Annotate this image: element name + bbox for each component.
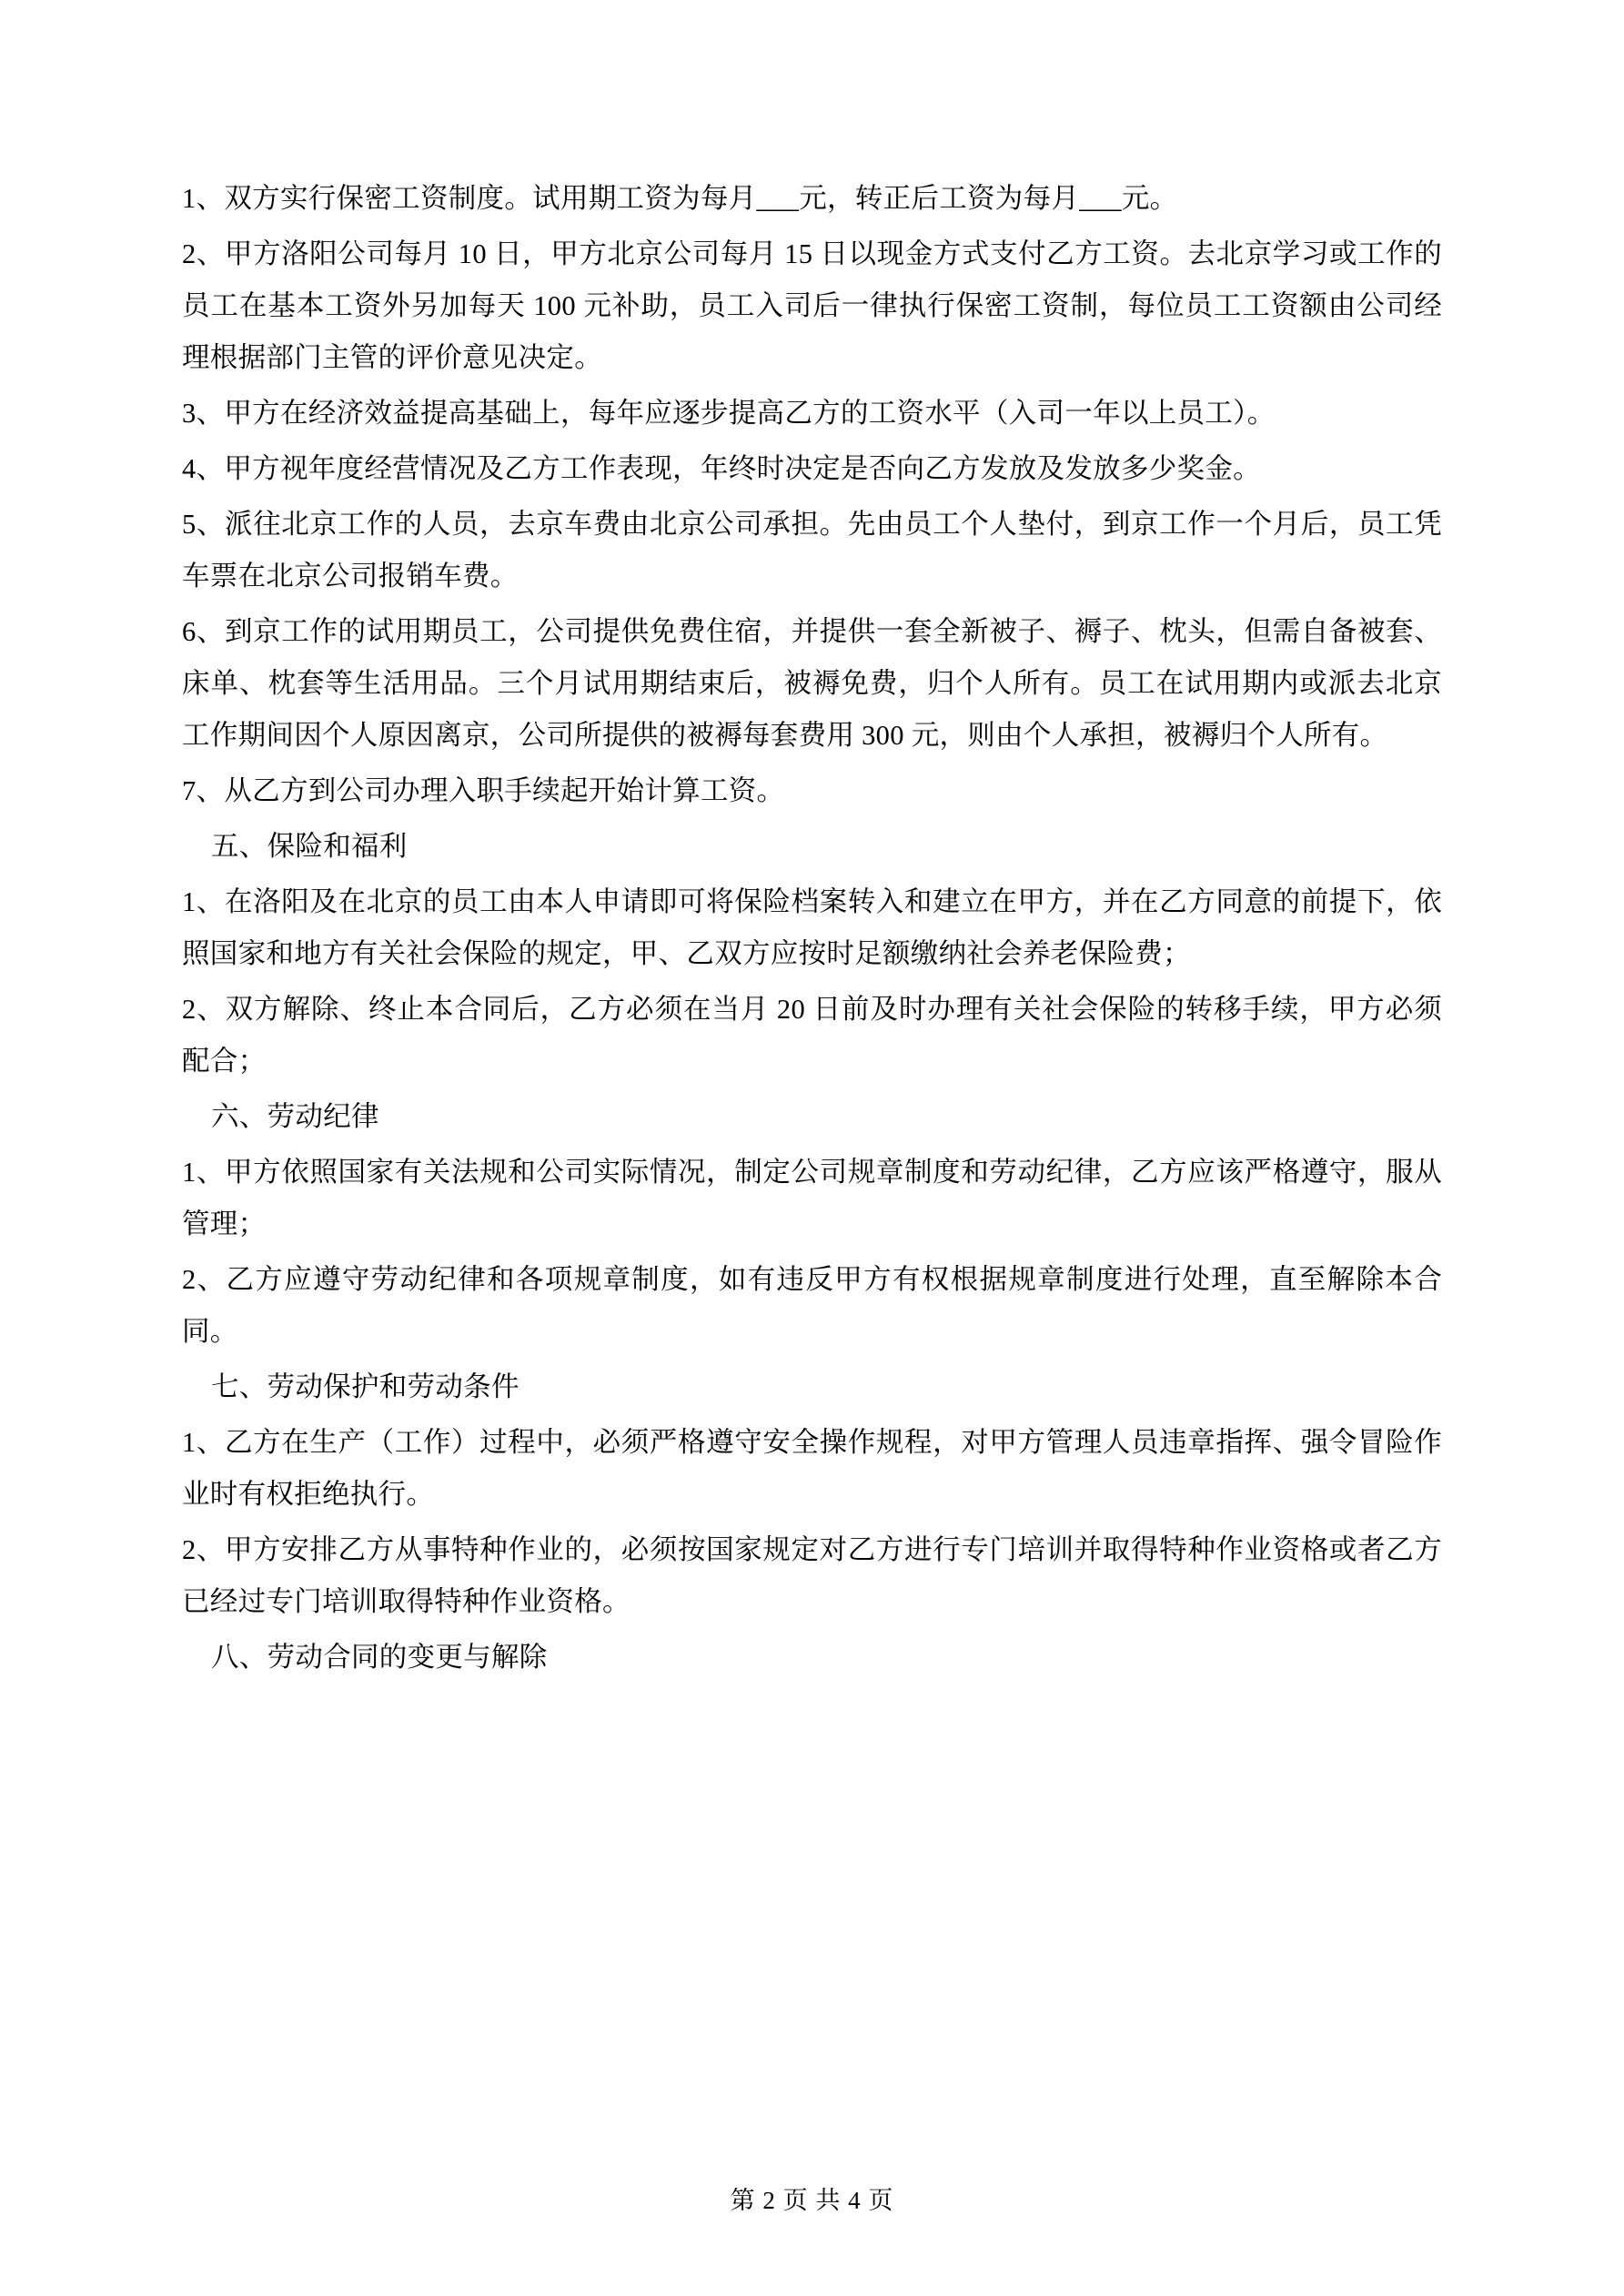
section-heading-eight: 八、劳动合同的变更与解除 [211,1642,548,1673]
paragraph-discipline-2: 2、乙方应遵守劳动纪律和各项规章制度，如有违反甲方有权根据规章制度进行处理，直至解除本合同。 [182,1264,1442,1347]
section-heading-six: 六、劳动纪律 [211,1101,379,1132]
section-heading-seven: 七、劳动保护和劳动条件 [211,1371,519,1402]
paragraph-salary-6: 6、到京工作的试用期员工，公司提供免费住宿，并提供一套全新被子、褥子、枕头，但需自备被套、床单、枕套等生活用品。三个月试用期结束后，被褥免费，归个人所有。员工在试用期内或派去北京工作期间因个人原因离京，公司所提供的被褥每套费用 300 元，则由个人承担，被褥归个人所有。 [182,616,1442,751]
paragraph-salary-2: 2、甲方洛阳公司每月 10 日，甲方北京公司每月 15 日以现金方式支付乙方工资。去北京学习或工作的员工在基本工资外另加每天 100 元补助，员工入司后一律执行保密工资制，每位员工工资额由公司经理根据部门主管的评价意见决定。 [182,238,1442,373]
paragraph-salary-4: 4、甲方视年度经营情况及乙方工作表现，年终时决定是否向乙方发放及发放多少奖金。 [182,453,1261,484]
document-body [182,173,1442,1684]
paragraph-discipline-1: 1、甲方依照国家有关法规和公司实际情况，制定公司规章制度和劳动纪律，乙方应该严格遵守，服从管理； [182,1157,1442,1239]
paragraph-salary-1: 1、双方实行保密工资制度。试用期工资为每月___元，转正后工资为每月___元。 [182,183,1178,214]
section-heading-five: 五、保险和福利 [211,831,408,862]
paragraph-insurance-2: 2、双方解除、终止本合同后，乙方必须在当月 20 日前及时办理有关社会保险的转移手续，甲方必须配合； [182,994,1442,1077]
paragraph-protection-2: 2、甲方安排乙方从事特种作业的，必须按国家规定对乙方进行专门培训并取得特种作业资格或者乙方已经过专门培训取得特种作业资格。 [182,1534,1442,1617]
paragraph-protection-1: 1、乙方在生产（工作）过程中，必须严格遵守安全操作规程，对甲方管理人员违章指挥、强令冒险作业时有权拒绝执行。 [182,1427,1442,1510]
paragraph-insurance-1: 1、在洛阳及在北京的员工由本人申请即可将保险档案转入和建立在甲方，并在乙方同意的前提下，依照国家和地方有关社会保险的规定，甲、乙双方应按时足额缴纳社会养老保险费； [182,886,1442,969]
paragraph-salary-5: 5、派往北京工作的人员，去京车费由北京公司承担。先由员工个人垫付，到京工作一个月后，员工凭车票在北京公司报销车费。 [182,509,1442,592]
paragraph-salary-3: 3、甲方在经济效益提高基础上，每年应逐步提高乙方的工资水平（入司一年以上员工）。 [182,398,1276,429]
paragraph-salary-7: 7、从乙方到公司办理入职手续起开始计算工资。 [182,775,785,806]
page-footer: 第 2 页 共 4 页 [730,2187,894,2214]
